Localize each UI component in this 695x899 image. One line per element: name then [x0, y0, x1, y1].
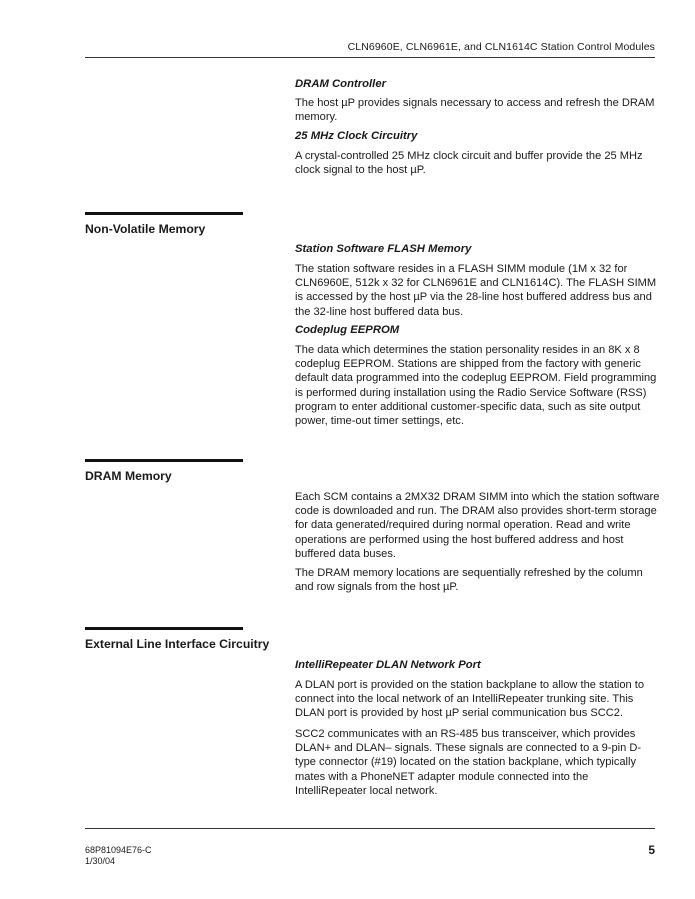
clock-heading: 25 MHz Clock Circuitry [295, 130, 418, 142]
section-bar [85, 627, 243, 630]
header-rule [85, 57, 655, 58]
section-bar [85, 212, 243, 215]
page-number: 5 [648, 843, 655, 857]
codeplug-heading: Codeplug EEPROM [295, 324, 400, 336]
codeplug-text: The data which determines the station personality resides in an 8K x 8 codeplug EEPROM. Stations are shipped from the factory with generic default data programmed into the codeplug EEPROM. Field programming is performed during installation using the Radio Service Software (RSS) program to enter additional customer-specific data, such as site output power, time-out timer settings, etc. [295, 344, 657, 428]
dlan-text-1: A DLAN port is provided on the station backplane to allow the station to connect into the local network of an IntelliRepeater trunking site. This DLAN port is provided by host µP serial communication bus SCC2. [295, 679, 645, 720]
dlan-text-2: SCC2 communicates with an RS-485 bus transceiver, which provides DLAN+ and DLAN– signals. These signals are connected to a 9-pin D-type connector (#19) located on the station backplane, which typically mates with a PhoneNET adapter module connected into the IntelliRepeater local network. [295, 728, 642, 797]
footer-doc-info [85, 845, 152, 867]
running-header: CLN6960E, CLN6961E, and CLN1614C Station Control Modules [347, 41, 655, 53]
footer-rule [85, 828, 655, 829]
section-dram-memory [85, 459, 243, 483]
clock-text: A crystal-controlled 25 MHz clock circuit and buffer provide the 25 MHz clock signal to the host µP. [295, 150, 643, 177]
dram-text-1: Each SCM contains a 2MX32 DRAM SIMM into which the station software code is downloaded and run. The DRAM also provides short-term storage for data generated/required during normal operation. Read and write operations are performed using the host buffered address and host buffered data buses. [295, 491, 660, 560]
dram-controller-text: The host µP provides signals necessary to access and refresh the DRAM memory. [295, 97, 655, 124]
flash-heading: Station Software FLASH Memory [295, 243, 472, 255]
doc-date: 1/30/04 [85, 856, 116, 866]
section-title: Non-Volatile Memory [85, 222, 206, 236]
dram-controller-heading: DRAM Controller [295, 78, 386, 90]
doc-number: 68P81094E76-C [85, 845, 152, 855]
dlan-heading: IntelliRepeater DLAN Network Port [295, 659, 481, 671]
section-non-volatile-memory [85, 212, 243, 236]
section-external-line-interface [85, 627, 270, 651]
section-title: DRAM Memory [85, 469, 172, 483]
flash-text: The station software resides in a FLASH SIMM module (1M x 32 for CLN6960E, 512k x 32 for CLN6961E and CLN1614C). The FLASH SIMM is accessed by the host µP via the 28-line host buffered address bus and the 32-line host buffered data bus. [295, 263, 657, 318]
section-bar [85, 459, 243, 462]
dram-text-2: The DRAM memory locations are sequentially refreshed by the column and row signals from the host µP. [295, 567, 643, 594]
section-title: External Line Interface Circuitry [85, 637, 270, 651]
